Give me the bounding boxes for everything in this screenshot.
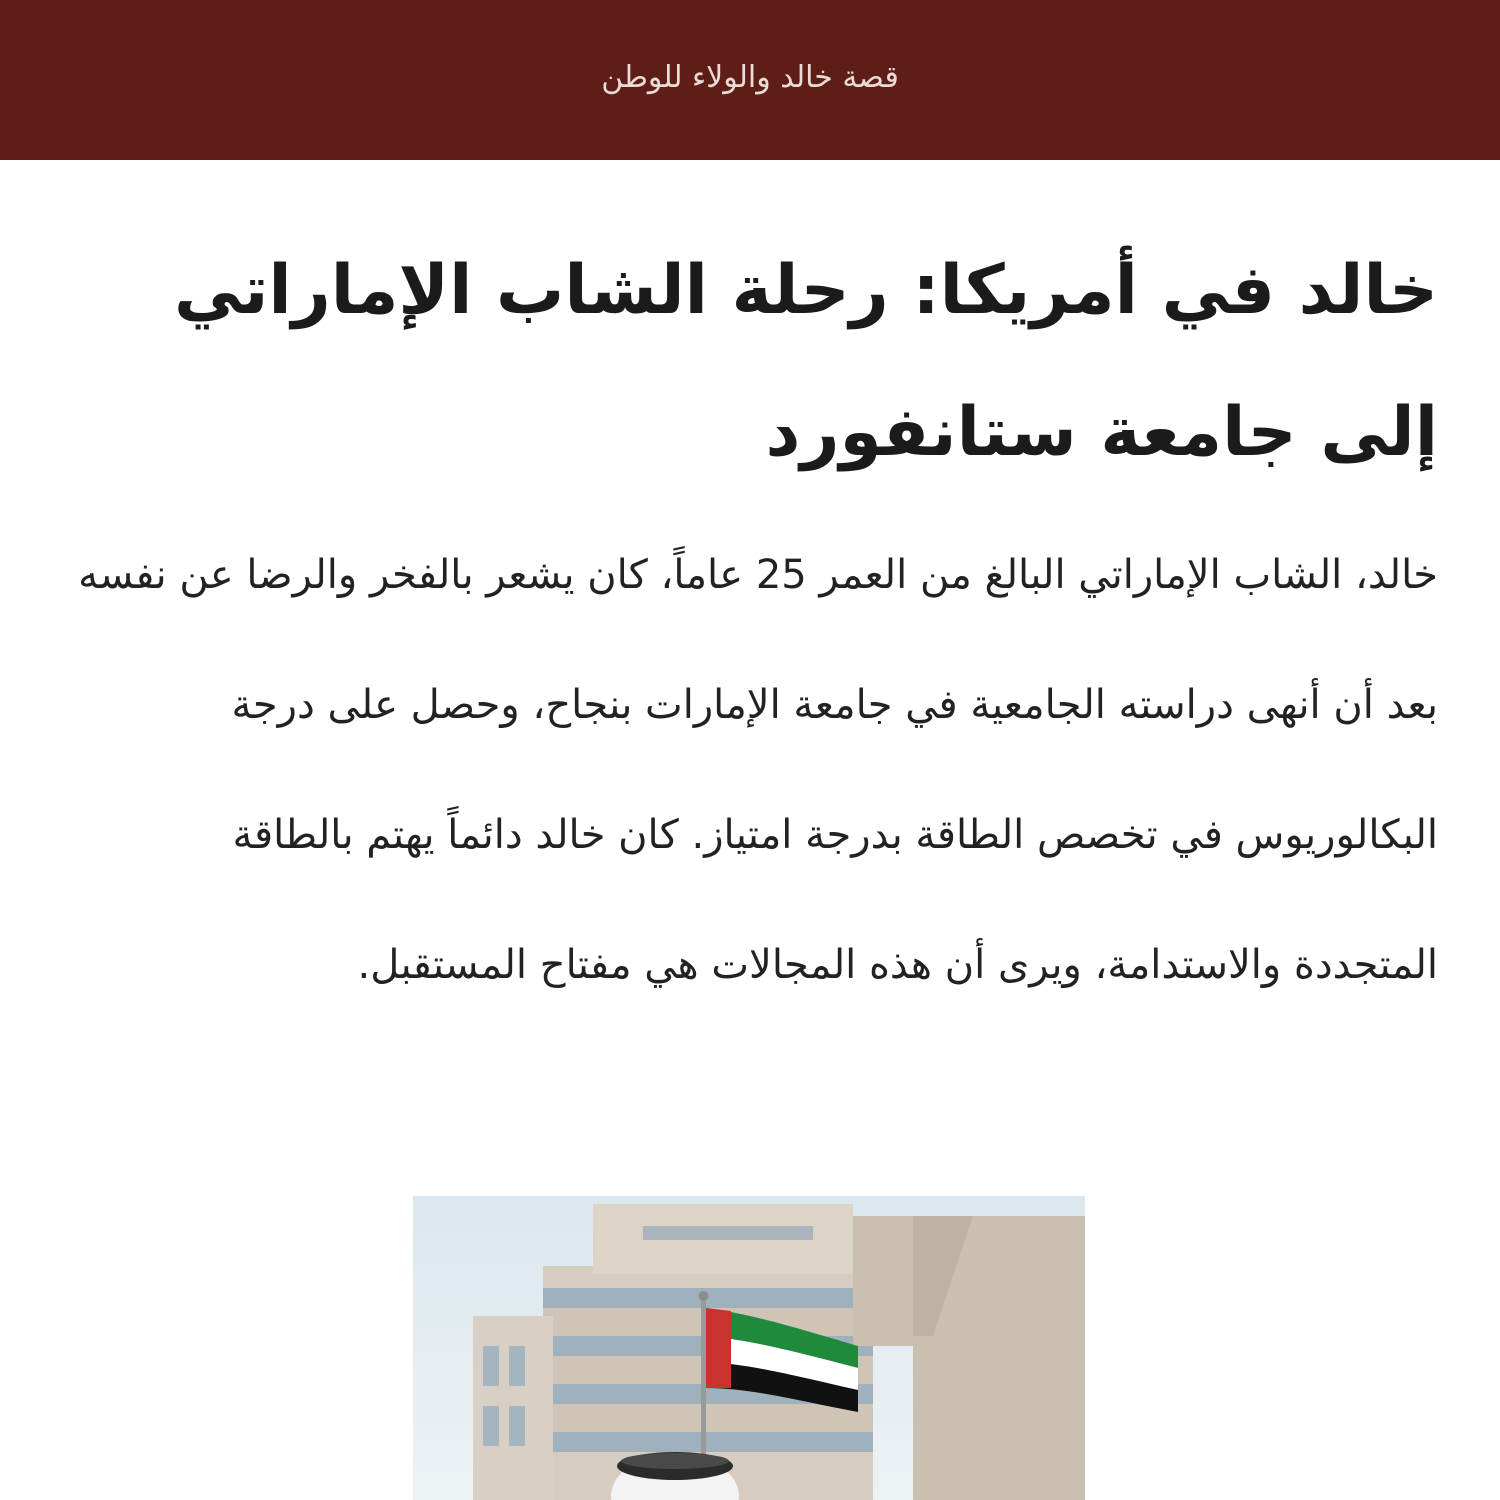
article-image-illustration	[413, 1196, 1085, 1500]
site-header	[0, 0, 1500, 160]
article-image	[413, 1196, 1085, 1500]
article-body: خالد، الشاب الإماراتي البالغ من العمر 25 عاماً، كان يشعر بالفخر والرضا عن نفسه بعد أن أنهى دراسته الجامعية في جامعة الإمارات بنجاح، وحصل على درجة البكالوريوس في تخصص الطاقة بدرجة امتياز. كان خالد دائماً يهتم بالطاقة المتجددة والاستدامة، ويرى أن هذه المجالات هي مفتاح المستقبل.	[78, 552, 1438, 988]
article-title: خالد في أمريكا: رحلة الشاب الإماراتي إلى جامعة ستانفورد	[174, 251, 1438, 472]
article	[0, 160, 1500, 1500]
site-title: قصة خالد والولاء للوطن	[601, 60, 899, 95]
